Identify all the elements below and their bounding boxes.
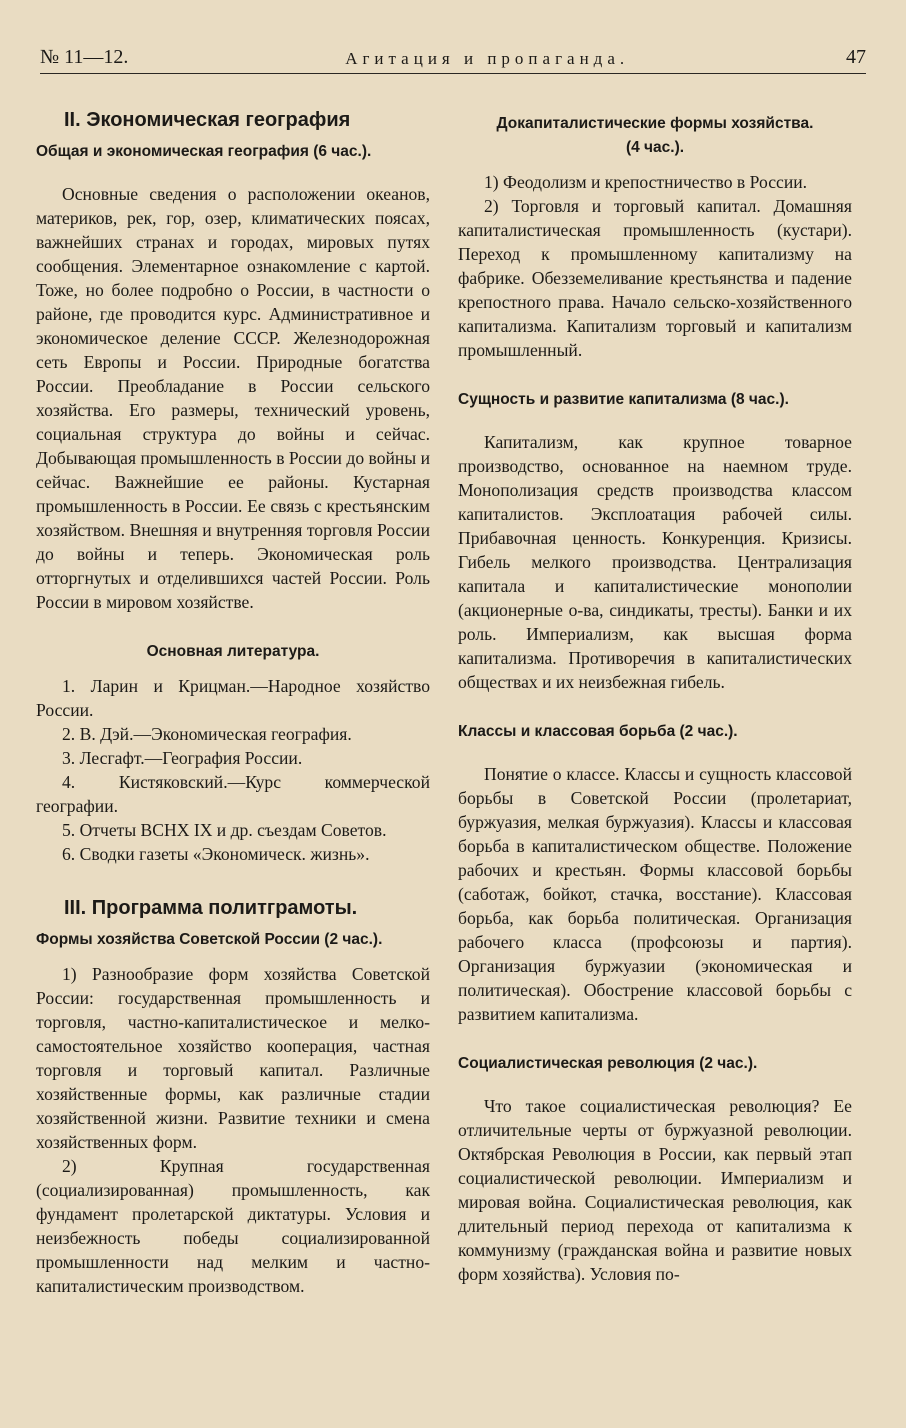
- section-heading-geography: II. Экономическая география: [64, 109, 351, 131]
- capitalism-paragraph: Капитализм, как крупное товарное производство, основанное на наемном труде. Монополизация средств производства классом капиталистов. Эксплоатация рабочей силы. Прибавочная ценность. Конкуренция. Кризисы. Гибель мелкого производства. Централизация капитала и капиталистические монополии (акционерные о-ва, синдикаты, тресты). Банки и их роль. Империализм, как высшая форма капитализма. Противоречия в капиталистических обществах и их неизбежная гибель.: [458, 432, 852, 692]
- literature-item: 3. Лесгафт.—География России.: [62, 748, 303, 768]
- running-head: [40, 44, 866, 74]
- subheading-revolution: Социалистическая революция (2 час.).: [458, 1055, 758, 1072]
- precapitalist-paragraph-2: 2) Торговля и торговый капитал. Домашняя капиталистическая промышленность (кустари). Переход к промышленному капитализму на фабрике. Обезземеливание крестьянства и падение крепостного права. Начало сельско-хозяйственного капитализма. Капитализм торговый и капитализм промышленный.: [458, 196, 852, 360]
- right-column: [458, 96, 852, 1286]
- revolution-paragraph: Что такое социалистическая революция? Ее отличительные черты от буржуазной революции. Октябрская Революция в России, как первый этап социалистической революции. Империализм и мировая война. Социалистическая революция, как длительный период перехода от капитализма к коммунизму (гражданская война и развитие новых форм хозяйства). Условия по-: [458, 1096, 852, 1284]
- subheading-precapitalist-hours: (4 час.).: [625, 139, 685, 156]
- page-number: 47: [845, 46, 866, 68]
- literature-item: 4. Кистяковский.—Курс коммерческой географии.: [36, 772, 430, 816]
- literature-item: 2. В. Дэй.—Экономическая география.: [62, 724, 352, 744]
- journal-title: Агитация и пропаганда.: [345, 49, 630, 68]
- issue-number: № 11—12.: [40, 46, 129, 68]
- literature-item: 5. Отчеты ВСНХ IX и др. съездам Советов.: [62, 820, 387, 840]
- section-heading-politgramota: III. Программа политграмоты.: [64, 897, 358, 919]
- economy-forms-paragraph-2: 2) Крупная государственная (социализированная) промышленность, как фундамент пролетарской диктатуры. Условия и неизбежность победы социализированной промышленности над мелким и частно-капиталистическим производством.: [36, 1156, 430, 1296]
- economy-forms-paragraph-1: 1) Разнообразие форм хозяйства Советской России: государственная промышленность и торговля, частно-капиталистическое и мелко-самостоятельное хозяйство кооперация, частная торговля и торговый капитал. Различные хозяйственные формы, как различные стадии хозяйственной жизни. Развитие техники и смена хозяйственных форм.: [36, 964, 430, 1152]
- precapitalist-paragraph-1: 1) Феодолизм и крепостничество в России.: [484, 172, 808, 192]
- subheading-economy-forms: Формы хозяйства Советской России (2 час.).: [36, 931, 383, 948]
- subheading-precapitalist: Докапиталистические формы хозяйства.: [496, 115, 814, 132]
- geography-paragraph: Основные сведения о расположении океанов, материков, рек, гор, озер, климатических поясах, важнейших странах и городах, мировых путях сообщения. Элементарное ознакомление с картой. Тоже, но более подробно о России, в частности о районе, где проводится курс. Административное и экономическое деление СССР. Железнодорожная сеть Европы и России. Природные богатства России. Преобладание в России сельского хозяйства. Его размеры, технический уровень, социальная структура до войны и сейчас. Добывающая промышленность в России до войны и сейчас. Важнейшие ее районы. Кустарная промышленность в России. Ее связь с крестьянским хозяйством. Внешняя и внутренняя торговля России до войны и теперь. Экономическая роль отторгнутых и отделившихся частей России. Роль России в мировом хозяйстве.: [36, 184, 430, 612]
- classes-paragraph: Понятие о классе. Классы и сущность классовой борьбы в Советской России (пролетариат, буржуазия, мелкая буржуазия). Классы и классовая борьба в капиталистическом обществе. Положение рабочих и крестьян. Формы классовой борьбы (саботаж, бойкот, стачка, восстание). Классовая борьба, как борьба политическая. Организация рабочего класса (профсоюзы и партия). Организация буржуазии (экономическая и политическая). Обострение классовой борьбы с развитием капитализма.: [458, 764, 852, 1024]
- subheading-geography-hours: Общая и экономическая география (6 час.).: [36, 143, 372, 160]
- subheading-classes: Классы и классовая борьба (2 час.).: [458, 723, 738, 740]
- left-column: [36, 96, 430, 1298]
- literature-item: 1. Ларин и Крицман.—Народное хозяйство России.: [36, 676, 430, 720]
- subheading-capitalism: Сущность и развитие капитализма (8 час.).: [458, 391, 789, 408]
- literature-heading: Основная литература.: [146, 643, 320, 660]
- literature-item: 6. Сводки газеты «Экономическ. жизнь».: [62, 844, 370, 864]
